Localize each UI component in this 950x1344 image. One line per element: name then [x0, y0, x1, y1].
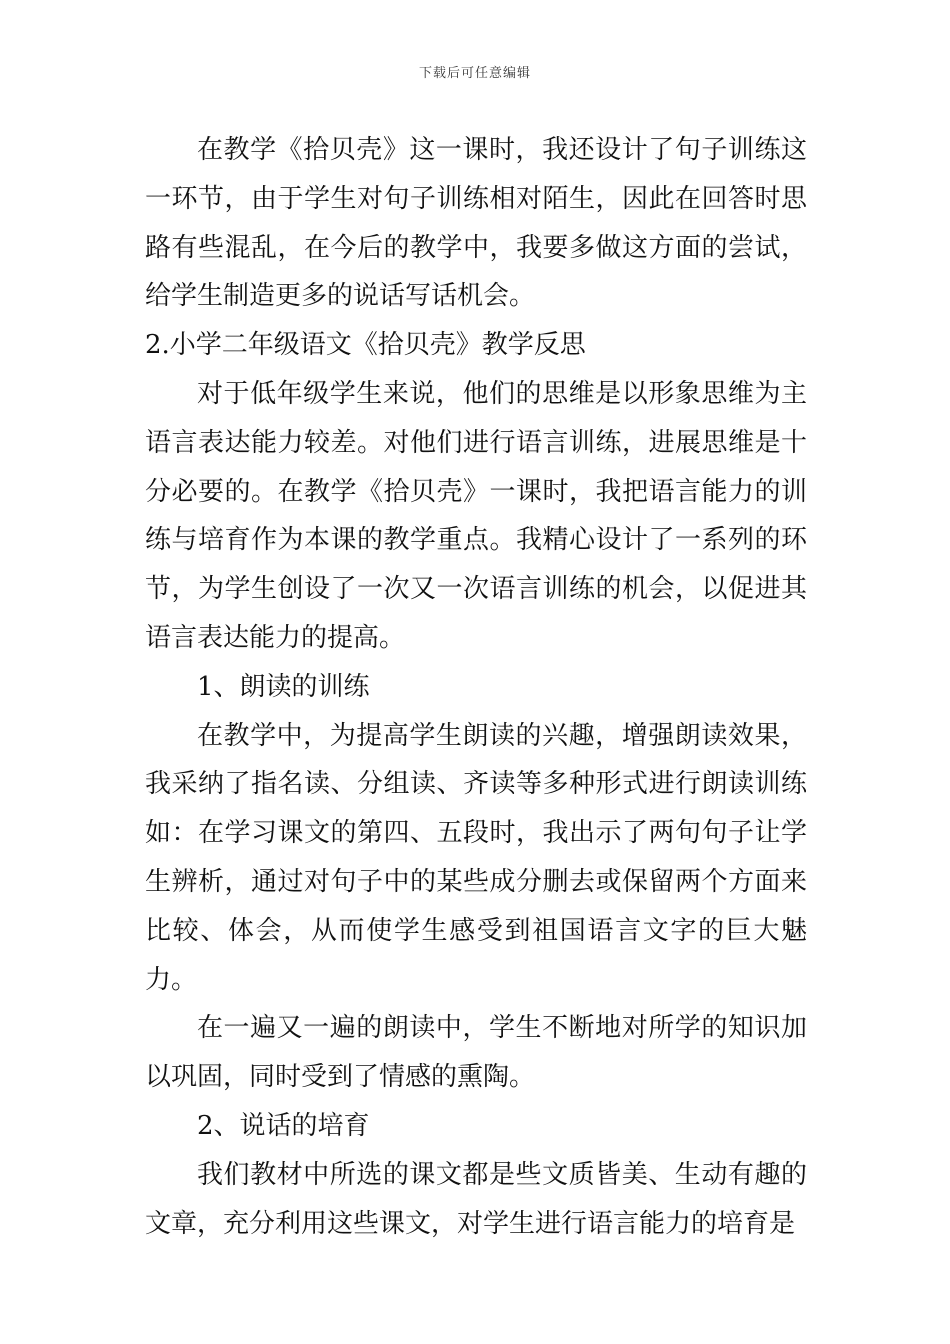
paragraph-3: 在教学中，为提高学生朗读的兴趣，增强朗读效果，我采纳了指名读、分组读、齐读等多种形式进行朗读训练如：在学习课文的第四、五段时，我出示了两句句子让学生辨析，通过对句子中的某些成分删去或保留两个方面来比较、体会，从而使学生感受到祖国语言文字的巨大魅力。: [145, 720, 807, 995]
section-heading: 2.小学二年级语文《拾贝壳》教学反思: [145, 330, 586, 361]
paragraph-1: 在教学《拾贝壳》这一课时，我还设计了句子训练这一环节，由于学生对句子训练相对陌生，因此在回答时思路有些混乱，在今后的教学中，我要多做这方面的尝试，给学生制造更多的说话写话机会。: [145, 135, 807, 312]
paragraph-2: 对于低年级学生来说，他们的思维是以形象思维为主语言表达能力较差。对他们进行语言训练，进展思维是十分必要的。在教学《拾贝壳》一课时，我把语言能力的训练与培育作为本课的教学重点。我精心设计了一系列的环节，为学生创设了一次又一次语言训练的机会，以促进其语言表达能力的提高。: [145, 378, 807, 653]
subheading-speaking-training: 2、说话的培育: [197, 1110, 370, 1141]
subheading-reading-training: 1、朗读的训练: [197, 671, 370, 702]
paragraph-4: 在一遍又一遍的朗读中，学生不断地对所学的知识加以巩固，同时受到了情感的熏陶。: [145, 1013, 807, 1093]
page-header-note: 下载后可任意编辑: [418, 66, 531, 81]
document-body: [145, 126, 807, 1248]
paragraph-5: 我们教材中所选的课文都是些文质皆美、生动有趣的文章，充分利用这些课文，对学生进行语言能力的培育是: [145, 1159, 807, 1239]
